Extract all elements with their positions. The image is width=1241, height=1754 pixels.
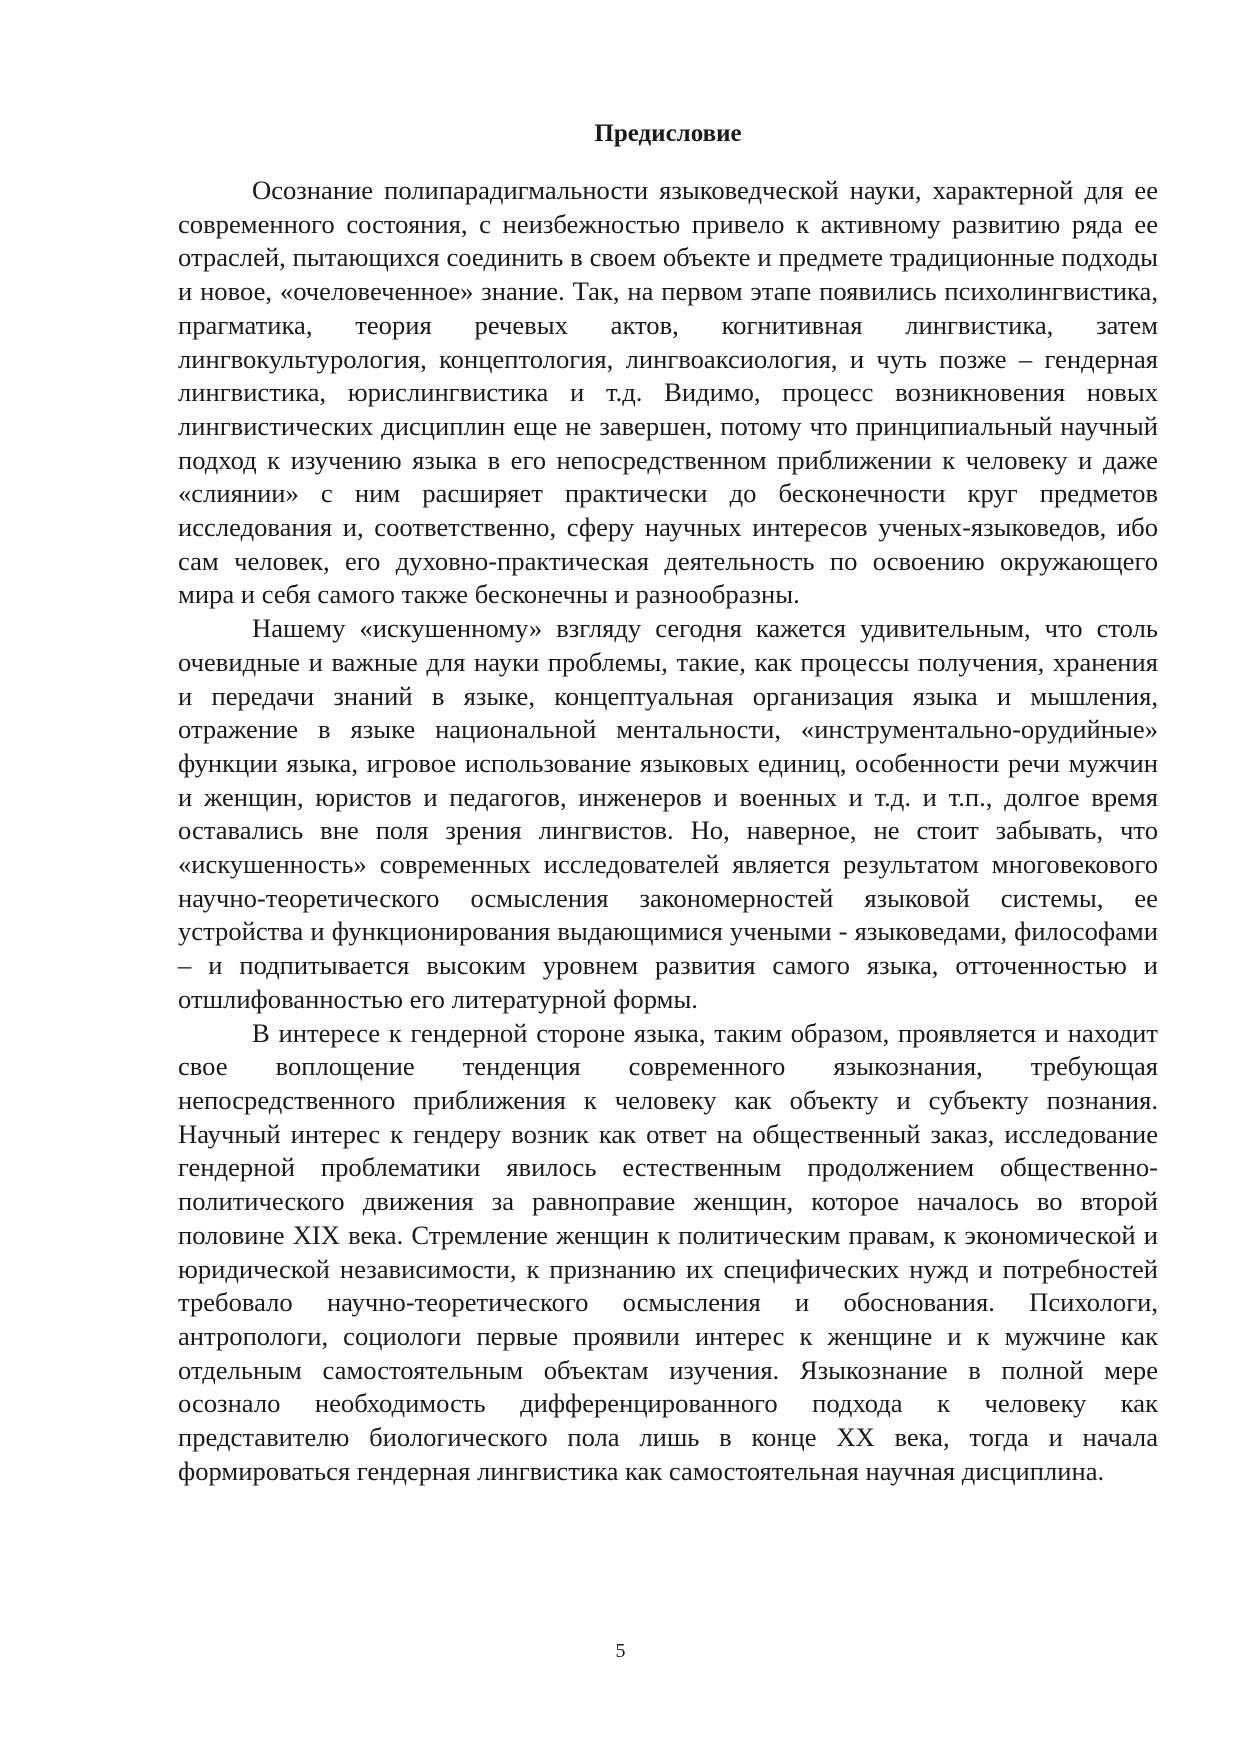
paragraph-2: Нашему «искушенному» взгляду сегодня кажется удивительным, что столь очевидные и важные для науки проблемы, такие, как процессы получения, хранения и передачи знаний в языке, концептуальная организация языка и мышления, отражение в языке национальной ментальности, «инструментально-орудийные» функции языка, игровое использование языковых единиц, особенности речи мужчин и женщин, юристов и педагогов, инженеров и военных и т.д. и т.п., долгое время оставались вне поля зрения лингвистов. Но, наверное, не стоит забывать, что «искушенность» современных исследователей является результатом многовекового научно-теоретического осмысления закономерностей языковой системы, ее устройства и функционирования выдающимися учеными - языковедами, философами – и подпитывается высоким уровнем развития самого языка, отточенностью и отшлифованностью его литературной формы. [178,613,1158,1014]
paragraph-3: В интересе к гендерной стороне языка, таким образом, проявляется и находит свое воплощение тенденция современного языкознания, требующая непосредственного приближения к человеку как объекту и субъекту познания. Научный интерес к гендеру возник как ответ на общественный заказ, исследование гендерной проблематики явилось естественным продолжением общественно-политического движения за равноправие женщин, которое началось во второй половине XIX века. Стремление женщин к политическим правам, к экономической и юридической независимости, к признанию их специфических нужд и потребностей требовало научно-теоретического осмысления и обоснования. Психологи, антропологи, социологи первые проявили интерес к женщине и к мужчине как отдельным самостоятельным объектам изучения. Языкознание в полной мере осознало необходимость дифференцированного подхода к человеку как представителю биологического пола лишь в конце XX века, тогда и начала формироваться гендерная лингвистика как самостоятельная научная дисциплина. [178,1017,1158,1486]
paragraph-1: Осознание полипарадигмальности языковедческой науки, характерной для ее современного состояния, с неизбежностью привело к активному развитию ряда ее отраслей, пытающихся соединить в своем объекте и предмете традиционные подходы и новое, «очеловеченное» знание. Так, на первом этапе появились психолингвистика, прагматика, теория речевых актов, когнитивная лингвистика, затем лингвокультурология, концептология, лингвоаксиология, и чуть позже – гендерная лингвистика, юрислингвистика и т.д. Видимо, процесс возникновения новых лингвистических дисциплин еще не завершен, потому что принципиальный научный подход к изучению языка в его непосредственном приближении к человеку и даже «слиянии» с ним расширяет практически до бесконечности круг предметов исследования и, соответственно, сферу научных интересов ученых-языковедов, ибо сам человек, его духовно-практическая деятельность по освоению окружающего мира и себя самого также бесконечны и разнообразны. [178,175,1158,610]
body-text [178,174,1158,1488]
page-title: Предисловие [594,120,742,147]
page-content [178,118,1158,1488]
page-number: 5 [615,1640,626,1662]
